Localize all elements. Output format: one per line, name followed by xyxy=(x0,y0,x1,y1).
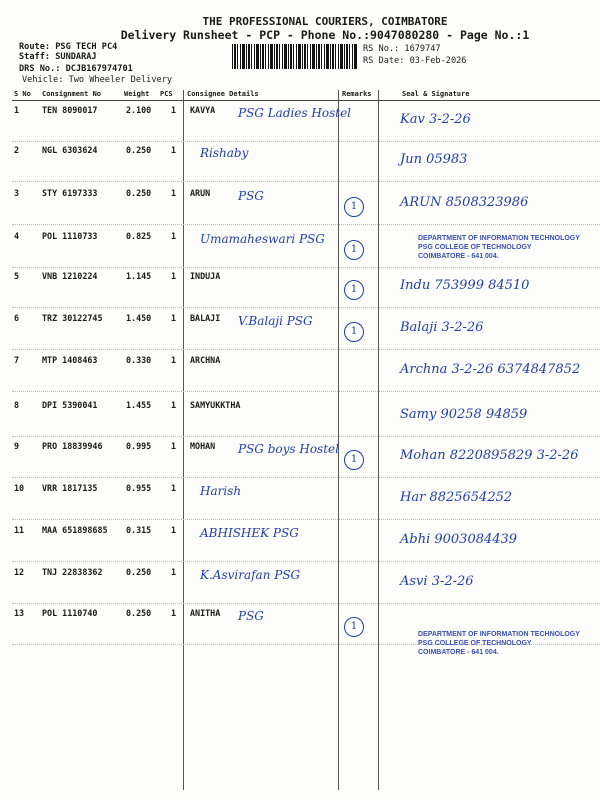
cell-sno: 13 xyxy=(14,608,25,618)
cell-weight: 2.100 xyxy=(126,105,152,115)
signature: Samy 90258 94859 xyxy=(400,407,528,422)
cell-sno: 8 xyxy=(14,400,20,410)
remark-mark: 1 xyxy=(344,280,364,300)
cell-consignment: DPI 5390041 xyxy=(42,400,98,410)
remark-mark: 1 xyxy=(344,450,364,470)
table-header xyxy=(12,90,600,101)
rs-number: RS No.: 1679747 xyxy=(363,44,441,54)
remark-mark: 1 xyxy=(344,617,364,637)
cell-weight: 0.250 xyxy=(126,608,152,618)
cell-consignment: POL 1110733 xyxy=(42,231,98,241)
signature: Indu 753999 84510 xyxy=(400,278,530,293)
department-stamp-row4 xyxy=(418,234,580,261)
col-consignment: Consignment No xyxy=(42,90,102,98)
cell-pcs: 1 xyxy=(171,441,177,451)
cell-pcs: 1 xyxy=(171,483,177,493)
table-row xyxy=(0,480,600,520)
handwritten-consignee: Harish xyxy=(200,484,242,498)
cell-sno: 9 xyxy=(14,441,20,451)
col-remarks: Remarks xyxy=(342,90,372,98)
cell-consignment: MAA 651898685 xyxy=(42,525,108,535)
handwritten-consignee: ABHISHEK PSG xyxy=(200,526,299,540)
handwritten-consignee: PSG xyxy=(238,189,264,203)
cell-pcs: 1 xyxy=(171,313,177,323)
cell-weight: 1.450 xyxy=(126,313,152,323)
stamp-line: DEPARTMENT OF INFORMATION TECHNOLOGY xyxy=(418,235,580,242)
handwritten-consignee: Rishaby xyxy=(200,146,249,160)
table-row xyxy=(0,438,600,478)
cell-sno: 2 xyxy=(14,145,20,155)
table-row xyxy=(0,522,600,562)
cell-pcs: 1 xyxy=(171,525,177,535)
cell-consignment: TEN 8090017 xyxy=(42,105,98,115)
cell-weight: 0.315 xyxy=(126,525,152,535)
cell-sno: 6 xyxy=(14,313,20,323)
drs-label: DRS No.: DCJB167974701 xyxy=(19,64,133,74)
cell-pcs: 1 xyxy=(171,188,177,198)
cell-sno: 10 xyxy=(14,483,25,493)
cell-consignment: TNJ 22838362 xyxy=(42,567,103,577)
col-consignee: Consignee Details xyxy=(187,90,259,98)
cell-sno: 3 xyxy=(14,188,20,198)
cell-consignment: VRR 1817135 xyxy=(42,483,98,493)
stamp-line: PSG COLLEGE OF TECHNOLOGY xyxy=(418,640,532,647)
cell-sno: 5 xyxy=(14,271,20,281)
staff-label: Staff: SUNDARAJ xyxy=(19,52,97,62)
cell-consignment: NGL 6303624 xyxy=(42,145,98,155)
cell-pcs: 1 xyxy=(171,105,177,115)
cell-weight: 0.250 xyxy=(126,145,152,155)
cell-consignment: VNB 1210224 xyxy=(42,271,98,281)
cell-consignee: MOHAN xyxy=(190,441,216,451)
handwritten-consignee: K.Asvirafan PSG xyxy=(200,568,301,582)
remark-mark: 1 xyxy=(344,322,364,342)
cell-consignment: TRZ 30122745 xyxy=(42,313,103,323)
department-stamp-row13 xyxy=(418,630,580,657)
cell-pcs: 1 xyxy=(171,400,177,410)
table-row xyxy=(0,142,600,182)
remark-mark: 1 xyxy=(344,240,364,260)
company-title: THE PROFESSIONAL COURIERS, COIMBATORE xyxy=(202,15,448,28)
cell-weight: 0.250 xyxy=(126,188,152,198)
cell-sno: 11 xyxy=(14,525,25,535)
handwritten-consignee: PSG boys Hostel xyxy=(238,442,339,456)
cell-consignee: BALAJI xyxy=(190,313,221,323)
cell-pcs: 1 xyxy=(171,567,177,577)
cell-consignee: ARUN xyxy=(190,188,211,198)
cell-consignee: ARCHNA xyxy=(190,355,221,365)
signature: Mohan 8220895829 3-2-26 xyxy=(400,448,579,463)
cell-weight: 0.995 xyxy=(126,441,152,451)
cell-sno: 12 xyxy=(14,567,25,577)
cell-weight: 0.330 xyxy=(126,355,152,365)
col-weight: Weight xyxy=(124,90,150,98)
handwritten-consignee: PSG Ladies Hostel xyxy=(238,106,352,120)
cell-weight: 0.825 xyxy=(126,231,152,241)
cell-pcs: 1 xyxy=(171,608,177,618)
stamp-line: COIMBATORE - 641 004. xyxy=(418,649,499,656)
col-seal: Seal & Signature xyxy=(402,90,470,98)
cell-sno: 7 xyxy=(14,355,20,365)
route-label: Route: PSG TECH PC4 xyxy=(19,42,118,52)
table-row xyxy=(0,397,600,437)
cell-consignment: PRO 18839946 xyxy=(42,441,103,451)
cell-weight: 0.250 xyxy=(126,567,152,577)
table-row xyxy=(0,102,600,142)
stamp-line: COIMBATORE - 641 004. xyxy=(418,253,499,260)
cell-weight: 1.455 xyxy=(126,400,152,410)
stamp-line: DEPARTMENT OF INFORMATION TECHNOLOGY xyxy=(418,631,580,638)
cell-consignee: ANITHA xyxy=(190,608,221,618)
signature: Jun 05983 xyxy=(400,152,468,167)
cell-sno: 4 xyxy=(14,231,20,241)
cell-consignee: KAVYA xyxy=(190,105,216,115)
col-sno: S No xyxy=(14,90,31,98)
cell-weight: 0.955 xyxy=(126,483,152,493)
cell-pcs: 1 xyxy=(171,231,177,241)
table-row xyxy=(0,268,600,308)
rs-date: RS Date: 03-Feb-2026 xyxy=(363,56,467,66)
signature: ARUN 8508323986 xyxy=(400,195,529,210)
table-row xyxy=(0,185,600,225)
signature: Archna 3-2-26 6374847852 xyxy=(400,362,581,377)
cell-consignment: POL 1110740 xyxy=(42,608,98,618)
signature: Abhi 9003084439 xyxy=(400,532,518,547)
stamp-line: PSG COLLEGE OF TECHNOLOGY xyxy=(418,244,532,251)
barcode xyxy=(232,44,358,69)
cell-pcs: 1 xyxy=(171,355,177,365)
vehicle-label: Vehicle: Two Wheeler Delivery xyxy=(22,75,173,85)
cell-consignment: STY 6197333 xyxy=(42,188,98,198)
cell-pcs: 1 xyxy=(171,145,177,155)
cell-consignee: INDUJA xyxy=(190,271,221,281)
col-pcs: PCS xyxy=(160,90,173,98)
cell-consignment: MTP 1408463 xyxy=(42,355,98,365)
signature: Balaji 3-2-26 xyxy=(400,320,484,335)
cell-weight: 1.145 xyxy=(126,271,152,281)
signature: Asvi 3-2-26 xyxy=(400,574,474,589)
signature: Kav 3-2-26 xyxy=(400,112,471,127)
runsheet-subtitle: Delivery Runsheet - PCP - Phone No.:9047080280 - Page No.:1 xyxy=(120,28,530,42)
table-row xyxy=(0,564,600,604)
table-row xyxy=(0,352,600,392)
remark-mark: 1 xyxy=(344,197,364,217)
handwritten-consignee: V.Balaji PSG xyxy=(238,314,313,328)
cell-sno: 1 xyxy=(14,105,20,115)
table-row xyxy=(0,310,600,350)
cell-pcs: 1 xyxy=(171,271,177,281)
cell-consignee: SAMYUKKTHA xyxy=(190,400,241,410)
handwritten-consignee: PSG xyxy=(238,609,264,623)
signature: Har 8825654252 xyxy=(400,490,513,505)
handwritten-consignee: Umamaheswari PSG xyxy=(200,232,325,246)
